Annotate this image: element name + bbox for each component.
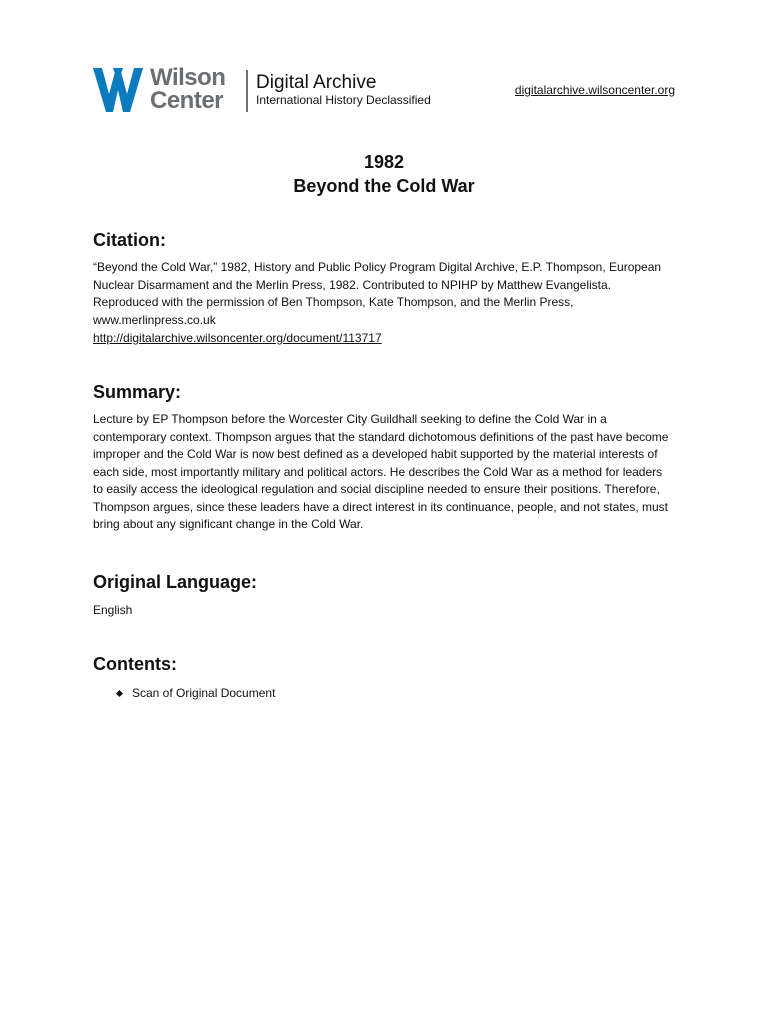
contents-heading: Contents: — [93, 654, 177, 674]
citation-text: “Beyond the Cold War,” 1982, History and Public Policy Program Digital Archive, E.P. Thompson, European Nuclear Disarmament and the Merlin Press, 1982. Contributed to NPIHP by Matthew Evangelista. Reproduced with the permission of Ben Thompson, Kate Thompson, and the Merlin Press, www.merlinpress.co.uk — [93, 260, 662, 327]
contents-item-label: Scan of Original Document — [132, 686, 276, 700]
contents-list-item[interactable] — [93, 685, 675, 702]
citation-link[interactable]: http://digitalarchive.wilsoncenter.org/document/113717 — [93, 331, 382, 345]
summary-text: Lecture by EP Thompson before the Worcester City Guildhall seeking to define the Cold War in a contemporary context. Thompson argues that the standard dichotomous definitions of the past have become improper and the Cold War is now best defined as a developed habit supported by the material interests of each side, most importantly military and political actors. He describes the Cold War as a method for leaders to easily access the ideological regulation and social discipline needed to ensure their positions. Therefore, Thompson argues, since these leaders have a direct interest in its continuance, people, and not states, must bring about any significant change in the Cold War. — [93, 412, 669, 531]
logo-line-center: Center — [150, 87, 224, 114]
archive-header — [93, 64, 675, 114]
document-title-block — [0, 150, 768, 198]
citation-heading: Citation: — [93, 230, 166, 250]
archive-tagline: International History Declassified — [256, 93, 431, 107]
summary-heading: Summary: — [93, 382, 182, 402]
contents-list — [93, 685, 675, 702]
wilson-center-w-logo-icon — [93, 68, 145, 112]
summary-section — [93, 381, 675, 534]
citation-section — [93, 229, 675, 348]
archive-name: Digital Archive — [256, 72, 377, 93]
contents-section — [93, 653, 675, 702]
original-language-section — [93, 571, 675, 620]
diamond-bullet-icon — [116, 690, 123, 697]
wilson-center-logo-text — [150, 66, 225, 112]
logo-divider — [246, 70, 248, 112]
archive-url-link[interactable]: digitalarchive.wilsoncenter.org — [514, 83, 675, 97]
original-language-heading: Original Language: — [93, 572, 258, 592]
logo-line-wilson: Wilson — [150, 64, 226, 91]
document-year: 1982 — [363, 152, 405, 172]
document-title: Beyond the Cold War — [293, 176, 475, 196]
original-language-value: English — [93, 603, 133, 617]
